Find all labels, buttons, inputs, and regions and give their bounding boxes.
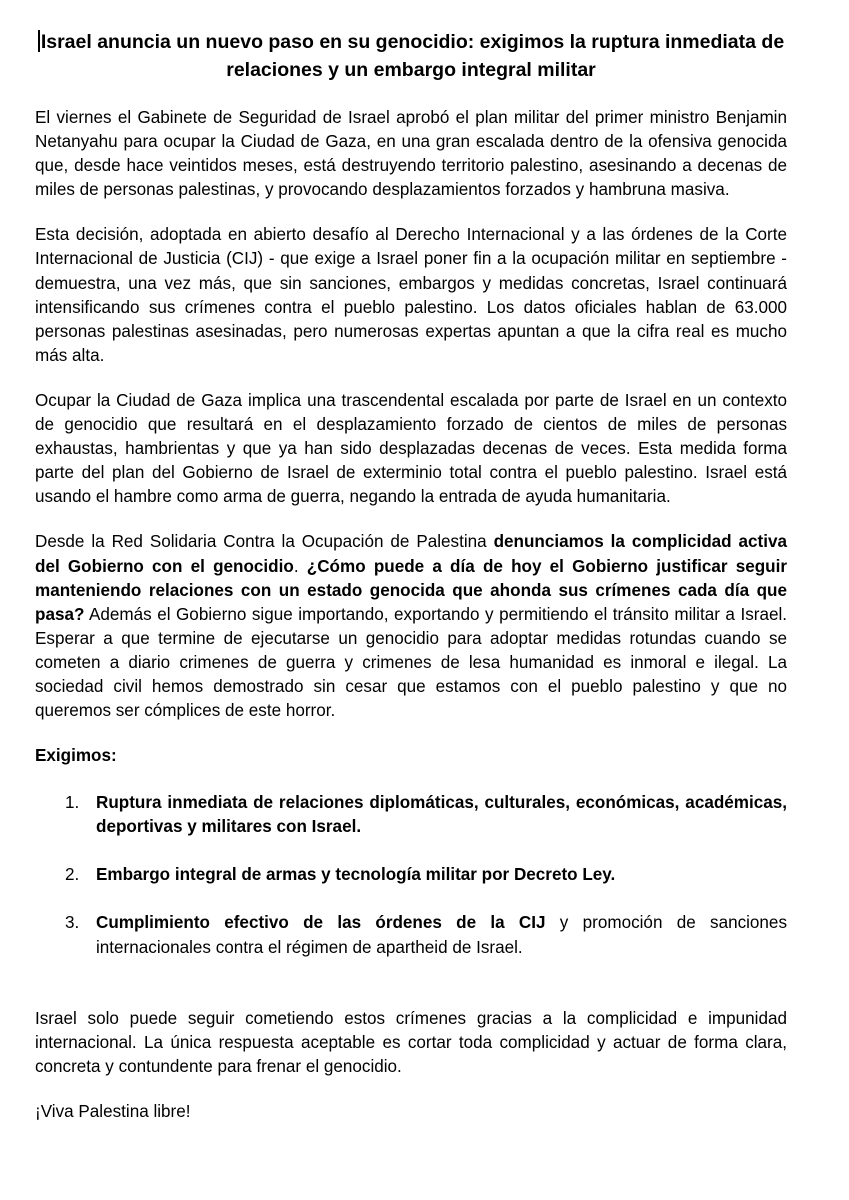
list-item <box>65 911 787 959</box>
demands-list <box>35 791 787 959</box>
paragraph-5: Israel solo puede seguir cometiendo estos crímenes gracias a la complicidad e impunidad internacional. La única respuesta aceptable es cortar toda complicidad y actuar de forma clara, concreta y contundente para frenar el genocidio. <box>35 1008 787 1076</box>
list-item <box>65 791 787 839</box>
document-title <box>35 28 787 84</box>
document-title-text: Israel anuncia un nuevo paso en su genocidio: exigimos la ruptura inmediata de relaciones y un embargo integral militar <box>40 31 785 81</box>
closing-line: ¡Viva Palestina libre! <box>35 1101 191 1121</box>
paragraph-4-rest: Además el Gobierno sigue importando, exportando y permitiendo el tránsito militar a Israel. Esperar a que termine de ejecutarse un genocidio para adoptar medidas rotundas cuando se cometen a diario crimenes de guerra y crimenes de lesa humanidad es inmoral e ilegal. La sociedad civil hemos demostrado sin cesar que estamos con el pueblo palestino y que no queremos ser cómplices de este horror. <box>35 604 787 721</box>
paragraph-4-intro: Desde la Red Solidaria Contra la Ocupación de Palestina <box>35 532 494 552</box>
paragraph-3: Ocupar la Ciudad de Gaza implica una trascendental escalada por parte de Israel en un contexto de genocidio que resultará en el desplazamiento forzado de cientos de miles de personas exhaustas, hambrientas y que ya han sido desplazadas decenas de veces. Esta medida forma parte del plan del Gobierno de Israel de exterminio total contra el pueblo palestino. Israel está usando el hambre como arma de guerra, negando la entrada de ayuda humanitaria. <box>35 390 787 507</box>
list-item-number: 1. <box>65 793 80 813</box>
paragraph-1: El viernes el Gabinete de Seguridad de Israel aprobó el plan militar del primer ministro Benjamin Netanyahu para ocupar la Ciudad de Gaza, en una gran escalada dentro de la ofensiva genocida que, desde hace veintidos meses, está destruyendo territorio palestino, asesinando a decenas de miles de personas palestinas, y provocando desplazamientos forzados y hambruna masiva. <box>35 108 787 200</box>
paragraph-4-bold-denuncia: denunciamos la complicidad activa del Gobierno con el genocidio <box>35 532 787 576</box>
list-item-number: 3. <box>65 913 80 933</box>
paragraph-4-separator: . <box>293 556 307 576</box>
paragraph-4-bold-question: ¿Cómo puede a día de hoy el Gobierno justificar seguir manteniendo relaciones con un estado genocida que ahonda sus crímenes cada día que pasa? <box>35 556 788 624</box>
list-item-bold: Ruptura inmediata de relaciones diplomáticas, culturales, económicas, académicas, deportivas y militares con Israel. <box>96 793 787 837</box>
text-cursor <box>38 30 40 52</box>
paragraph-2: Esta decisión, adoptada en abierto desafío al Derecho Internacional y a las órdenes de la Corte Internacional de Justicia (CIJ) - que exige a Israel poner fin a la ocupación militar en septiembre - demuestra, una vez más, que sin sanciones, embargos y medidas concretas, Israel continuará intensificando sus crímenes contra el pueblo palestino. Los datos oficiales hablan de 63.000 personas palestinas asesinadas, pero numerosas expertas apuntan a que la cifra real es mucho más alta. <box>35 225 787 365</box>
demands-heading: Exigimos: <box>35 746 117 766</box>
list-item-bold: Cumplimiento efectivo de las órdenes de la CIJ <box>96 913 546 933</box>
paragraph-4 <box>35 530 787 723</box>
list-item-bold: Embargo integral de armas y tecnología militar por Decreto Ley. <box>96 865 616 885</box>
list-item-number: 2. <box>65 865 80 885</box>
list-item-rest: y promoción de sanciones internacionales contra el régimen de apartheid de Israel. <box>96 913 787 957</box>
list-item <box>65 863 787 887</box>
